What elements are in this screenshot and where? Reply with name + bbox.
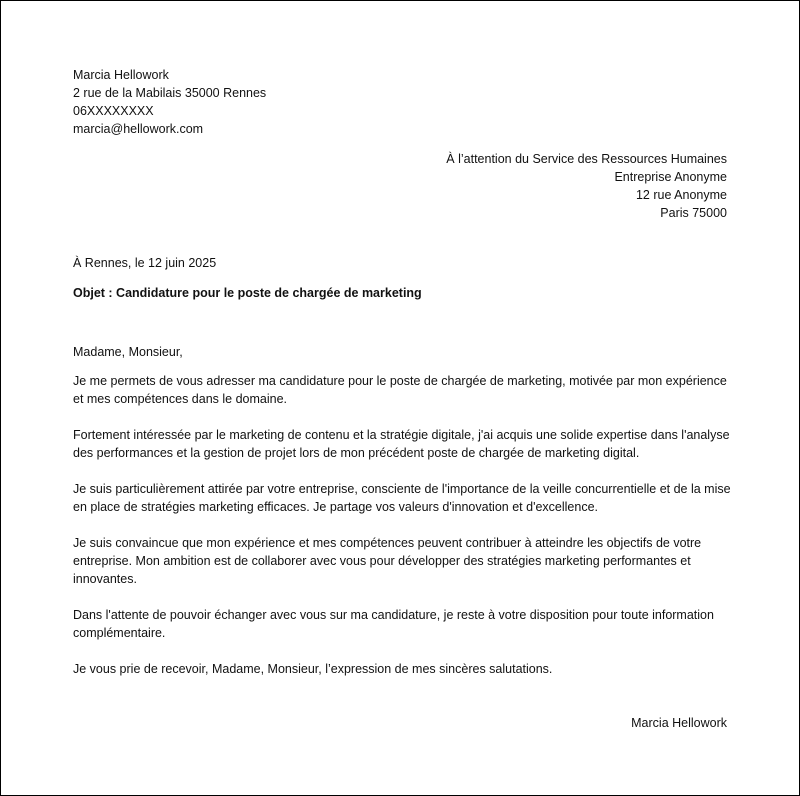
body-paragraph: Dans l'attente de pouvoir échanger avec vous sur ma candidature, je reste à votre disposition pour toute information complémentaire. [73, 608, 714, 640]
recipient-block [446, 150, 727, 222]
letter-salutation: Madame, Monsieur, [73, 345, 183, 359]
recipient-street: 12 rue Anonyme [635, 188, 727, 202]
recipient-attention: À l’attention du Service des Ressources Humaines [446, 152, 727, 166]
recipient-city: Paris 75000 [660, 206, 727, 220]
letter-date: À Rennes, le 12 juin 2025 [73, 256, 217, 270]
closing-paragraph: Je vous prie de recevoir, Madame, Monsieur, l’expression de mes sincères salutations. [73, 662, 553, 676]
sender-email: marcia@hellowork.com [73, 122, 204, 136]
letter-body [73, 372, 733, 696]
sender-phone: 06XXXXXXXX [73, 104, 154, 118]
letter-signature: Marcia Hellowork [631, 716, 727, 730]
body-paragraph: Je suis particulièrement attirée par votre entreprise, consciente de l'importance de la veille concurrentielle et de la mise en place de stratégies marketing efficaces. Je partage vos valeurs d'innovation et d'excellence. [73, 482, 731, 514]
body-paragraph: Je me permets de vous adresser ma candidature pour le poste de chargée de marketing, motivée par mon expérience et mes compétences dans le domaine. [73, 374, 727, 406]
body-paragraph: Fortement intéressée par le marketing de contenu et la stratégie digitale, j'ai acquis une solide expertise dans l'analyse des performances et la gestion de projet lors de mon précédent poste de chargée de marketing digital. [73, 428, 730, 460]
sender-block [73, 66, 266, 138]
sender-name: Marcia Hellowork [73, 68, 169, 82]
body-paragraph: Je suis convaincue que mon expérience et mes compétences peuvent contribuer à atteindre les objectifs de votre entreprise. Mon ambition est de collaborer avec vous pour développer des stratégies marketing performantes et innovantes. [73, 536, 702, 586]
recipient-company: Entreprise Anonyme [614, 170, 727, 184]
sender-address: 2 rue de la Mabilais 35000 Rennes [73, 86, 267, 100]
letter-subject: Objet : Candidature pour le poste de chargée de marketing [73, 286, 422, 300]
